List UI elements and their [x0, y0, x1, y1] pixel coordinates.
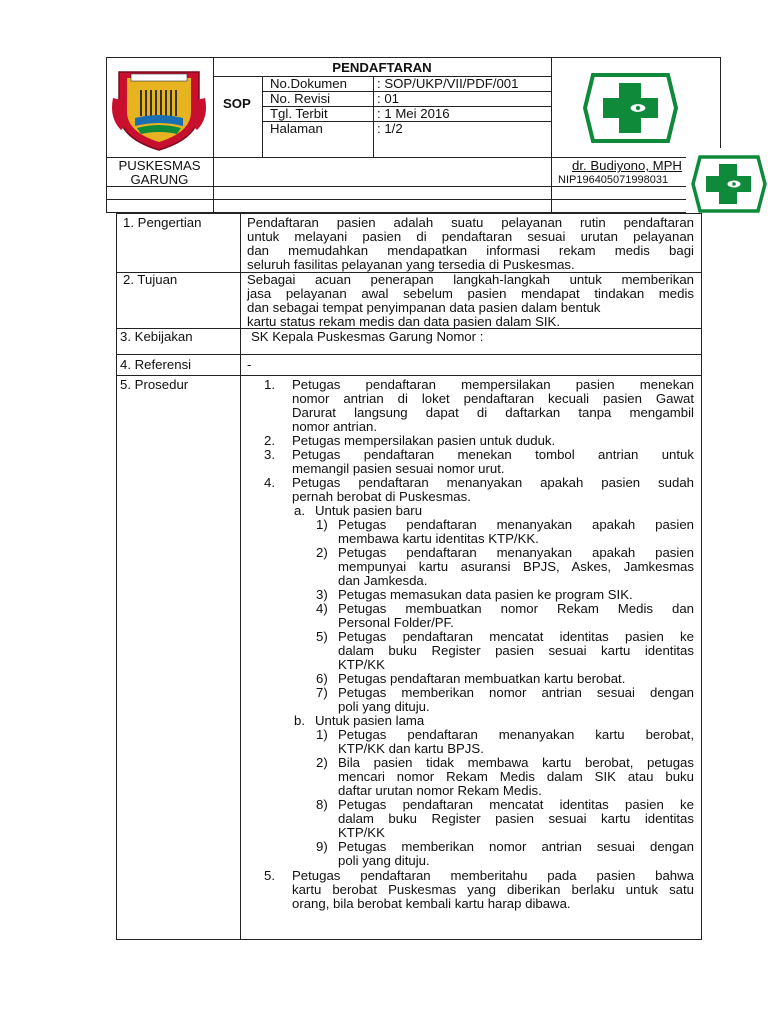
doc-info-value: : 1/2 [377, 121, 403, 136]
org-name-line2: GARUNG [130, 172, 189, 187]
kebijakan-text: SK Kepala Puskesmas Garung Nomor : [251, 329, 484, 344]
sub-title: Untuk pasien baru [315, 503, 423, 518]
sub-step-number: 1) [316, 517, 328, 532]
tujuan-line: dan sebagai tempat penyimpanan data pasien dalam bentuk [247, 300, 601, 315]
sub-step-line: poli yang dituju. [338, 699, 430, 714]
doc-info-label: No. Revisi [270, 91, 331, 106]
sub-step-line: Bila pasien tidak membawa kartu berobat, petugas [338, 755, 694, 770]
doc-info-label: No.Dokumen [270, 76, 347, 91]
sub-step-number: 6) [316, 671, 328, 686]
sub-step-line: Petugas memberikan nomor antrian sesuai dengan [338, 839, 694, 854]
step-line: nomor antrian. [292, 419, 378, 434]
org-name-line1: PUSKESMAS [118, 158, 201, 173]
step-line: nomor antrian di loket pendaftaran kecuali pasien Gawat [292, 391, 694, 406]
sub-letter: b. [294, 713, 305, 728]
sub-step-line: Petugas pendaftaran mencatat identitas pasien ke [338, 629, 694, 644]
step-number: 4. [264, 475, 275, 490]
document-title: PENDAFTARAN [332, 60, 432, 75]
doc-info-label: Tgl. Terbit [270, 106, 328, 121]
sub-step-number: 5) [316, 629, 328, 644]
pengertian-line: untuk melayani pasien di pendaftaran sesuai urutan pelayanan [247, 229, 694, 244]
tujuan-line: jasa pelayanan awal sebelum pasien mendapat tindakan medis [247, 286, 694, 301]
step-line: Petugas pendaftaran menekan tombol antrian untuk [292, 447, 694, 462]
step-line: pernah berobat di Puskesmas. [292, 489, 471, 504]
sub-step-line: Petugas pendaftaran menanyakan apakah pasien [338, 517, 694, 532]
sub-step-line: membawa kartu identitas KTP/KK. [338, 531, 539, 546]
doc-info-value: : SOP/UKP/VII/PDF/001 [377, 76, 519, 91]
section-label-referensi: 4. Referensi [120, 357, 192, 372]
sub-step-line: poli yang dituju. [338, 853, 430, 868]
regency-crest-icon [111, 68, 207, 152]
step-line: kartu berobat Puskesmas yang diberikan berlaku untuk satu [292, 882, 694, 897]
sub-step-line: Personal Folder/PF. [338, 615, 454, 630]
sub-step-number: 2) [316, 545, 328, 560]
sub-step-number: 1) [316, 727, 328, 742]
signer-nip: NIP196405071998031 [558, 174, 669, 186]
sub-step-number: 8) [316, 797, 328, 812]
step-number: 5. [264, 868, 275, 883]
sop-label: SOP [223, 96, 251, 111]
step-number: 3. [264, 447, 275, 462]
sub-step-line: Petugas memasukan data pasien ke program SIK. [338, 587, 633, 602]
sub-step-line: Petugas pendaftaran membuatkan kartu berobat. [338, 671, 626, 686]
sub-step-number: 2) [316, 755, 328, 770]
section-label-prosedur: 5. Prosedur [120, 377, 189, 392]
sub-title: Untuk pasien lama [315, 713, 425, 728]
sub-step-line: Petugas memberikan nomor antrian sesuai dengan [338, 685, 694, 700]
sub-step-line: Petugas membuatkan nomor Rekam Medis dan [338, 601, 694, 616]
step-line: Darurat langsung dapat di daftarkan tanpa mengambil [292, 405, 694, 420]
sub-step-number: 7) [316, 685, 328, 700]
sub-step-line: dalam buku Register pasien sesuai kartu identitas [338, 811, 694, 826]
doc-info-value: : 1 Mei 2016 [377, 106, 450, 121]
puskesmas-cross-icon [583, 73, 678, 143]
sub-step-line: dan Jamkesda. [338, 573, 428, 588]
sub-step-line: mencari nomor Rekam Medis dalam SIK atau buku [338, 769, 694, 784]
step-line: orang, bila berobat kembali kartu harap dibawa. [292, 896, 571, 911]
sub-step-line: KTP/KK dan kartu BPJS. [338, 741, 484, 756]
step-line: Petugas mempersilakan pasien untuk duduk. [292, 433, 556, 448]
sub-letter: a. [294, 503, 305, 518]
step-number: 1. [264, 377, 275, 392]
step-line: Petugas pendaftaran mempersilakan pasien menekan [292, 377, 694, 392]
puskesmas-cross-icon [686, 148, 768, 220]
section-label-pengertian: 1. Pengertian [123, 215, 202, 230]
sub-step-number: 3) [316, 587, 328, 602]
pengertian-line: dan memudahkan mendapatkan informasi rekam medis bagi [247, 243, 694, 258]
tujuan-line: Sebagai acuan penerapan langkah-langkah untuk memberikan [247, 272, 694, 287]
sub-step-number: 4) [316, 601, 328, 616]
signer-name: dr. Budiyono, MPH [572, 158, 682, 173]
sub-step-number: 9) [316, 839, 328, 854]
sub-step-line: Petugas pendaftaran mencatat identitas pasien ke [338, 797, 694, 812]
sub-step-line: Petugas pendaftaran menanyakan kartu berobat, [338, 727, 694, 742]
tujuan-line: kartu status rekam medis dan data pasien dalam SIK. [247, 314, 560, 329]
pengertian-line: Pendaftaran pasien adalah suatu pelayanan rutin pendaftaran [247, 215, 694, 230]
doc-info-value: : 01 [377, 91, 399, 106]
sub-step-line: Petugas pendaftaran menanyakan apakah pasien [338, 545, 694, 560]
pengertian-line: seluruh fasilitas pelayanan yang tersedia di Puskesmas. [247, 257, 575, 272]
step-number: 2. [264, 433, 275, 448]
sub-step-line: mempunyai kartu asuransi BPJS, Askes, Jamkesmas [338, 559, 694, 574]
section-label-tujuan: 2. Tujuan [123, 272, 178, 287]
sub-step-line: dalam buku Register pasien sesuai kartu identitas [338, 643, 694, 658]
step-line: Petugas pendaftaran memberitahu pada pasien bahwa [292, 868, 694, 883]
step-line: memangil pasien sesuai nomor urut. [292, 461, 505, 476]
section-label-kebijakan: 3. Kebijakan [120, 329, 193, 344]
sub-step-line: daftar urutan nomor Rekam Medis. [338, 783, 542, 798]
step-line: Petugas pendaftaran menanyakan apakah pasien sudah [292, 475, 694, 490]
referensi-text: - [247, 357, 252, 372]
doc-info-label: Halaman [270, 121, 323, 136]
sub-step-line: KTP/KK [338, 657, 385, 672]
sub-step-line: KTP/KK [338, 825, 385, 840]
